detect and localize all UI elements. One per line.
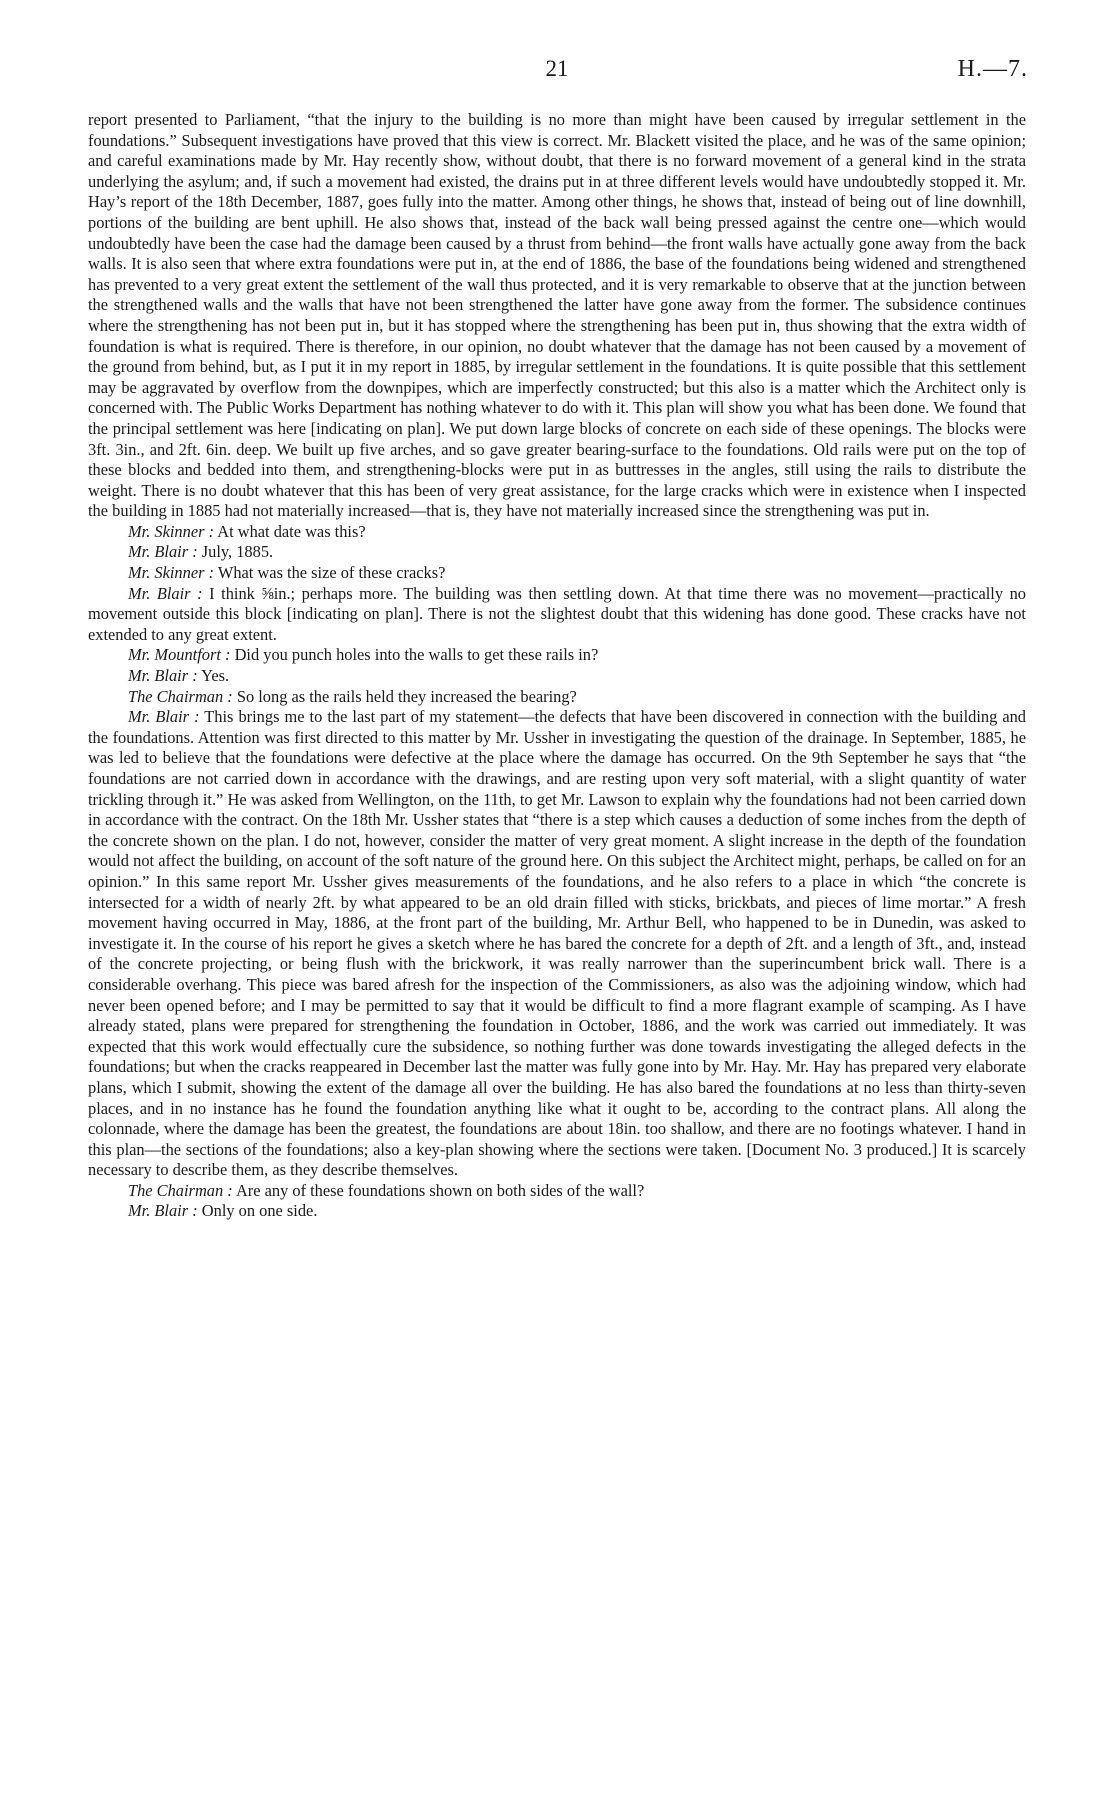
dialogue-line (88, 1201, 1026, 1222)
speaker-name: Mr. Mountfort : (128, 645, 231, 665)
dialogue-text: At what date was this? (217, 521, 366, 541)
page-number: 21 (545, 56, 569, 81)
dialogue-text: What was the size of these cracks? (217, 563, 446, 583)
speaker-name: Mr. Blair : (128, 666, 198, 686)
dialogue-text: I think ⅝in.; perhaps more. The building was then settling down. At that time there was no movement—practically no movement outside this block [indicating on plan]. There is not the slightest doubt that this widening has done good. These cracks have not extended to any great extent. (88, 583, 1026, 644)
dialogue-line (88, 522, 1026, 543)
dialogue-line (88, 707, 1026, 1181)
speaker-name: Mr. Blair : (128, 1201, 198, 1221)
body-text (88, 110, 1026, 1222)
dialogue-text: Only on one side. (201, 1201, 318, 1221)
dialogue-line (88, 1181, 1026, 1202)
dialogue-line (88, 542, 1026, 563)
speaker-name: The Chairman : (128, 1180, 233, 1200)
speaker-name: Mr. Blair : (128, 542, 198, 562)
dialogue-line (88, 687, 1026, 708)
dialogue-text: This brings me to the last part of my statement—the defects that have been discovered in connection with the building and the foundations. Attention was first directed to this matter by Mr. Ussher in investigating the question of the drainage. In September, 1885, he was led to believe that the foundations were defective at the place where the damage has occurred. On the 9th September he says that “the foundations are not carried down in accordance with the drawings, and are resting upon very soft material, with a slight quantity of water trickling through it.” He was asked from Wellington, on the 11th, to get Mr. Lawson to explain why the foundations had not been carried down in accordance with the contract. On the 18th Mr. Ussher states that “there is a step which causes a deduction of some inches from the depth of the concrete shown on the plan. I do not, however, consider the matter of very great moment. A slight increase in the depth of the foundation would not affect the building, on account of the soft nature of the ground here. On this subject the Architect might, perhaps, be called on for an opinion.” In this same report Mr. Ussher gives measurements of the foundations, and he also refers to a place in which “the concrete is intersected for a width of nearly 2ft. by what appeared to be an old drain filled with sticks, brickbats, and pieces of lime mortar.” A fresh movement having occurred in May, 1886, at the front part of the building, Mr. Arthur Bell, who happened to be in Dunedin, was asked to investigate it. In the course of his report he gives a sketch where he has bared the concrete for a depth of 2ft. and a length of 3ft., and, instead of the concrete projecting, or being flush with the brickwork, it was really narrower than the superincumbent brick wall. There is a considerable overhang. This piece was bared afresh for the inspection of the Commissioners, as also was the adjoining window, which had never been opened before; and I may be permitted to say that it would be difficult to find a more flagrant example of scamping. As I have already stated, plans were prepared for strengthening the foundation in October, 1886, and the work was carried out immediately. It was expected that this work would effectually cure the subsidence, so nothing further was done towards investigating the alleged defects in the foundations; but when the cracks reappeared in December last the matter was fully gone into by Mr. Hay. Mr. Hay has prepared very elaborate plans, which I submit, showing the extent of the damage all over the building. He has also bared the foundations at no less than thirty-seven places, and in no instance has he found the foundation anything like what it ought to be, according to the contract plans. All along the colonnade, where the damage has been the greatest, the foundations are about 18in. too shallow, and there are no footings whatever. I hand in this plan—the sections of the foundations; also a key-plan showing where the sections were taken. [Document No. 3 produced.] It is scarcely necessary to describe them, as they describe themselves. (88, 707, 1026, 1180)
dialogue-text: July, 1885. (201, 542, 274, 562)
speaker-name: Mr. Skinner : (128, 563, 215, 583)
speaker-name: Mr. Blair : (128, 707, 200, 727)
paragraph-text: report presented to Parliament, “that the injury to the building is no more than might have been caused by irregular settlement in the foundations.” Subsequent investigations have proved that this view is correct. Mr. Blackett visited the place, and he was of the same opinion; and careful examinations made by Mr. Hay recently show, without doubt, that there is no forward movement of a general kind in the strata underlying the asylum; and, if such a movement had existed, the drains put in at three different levels would have undoubtedly stopped it. Mr. Hay’s report of the 18th December, 1887, goes fully into the matter. Among other things, he shows that, instead of being out of line downhill, portions of the building are bent uphill. He also shows that, instead of the back wall being pressed against the centre one—which would undoubtedly have been the case had the damage been caused by a thrust from behind—the front walls have actually gone away from the back walls. It is also seen that where extra foundations were put in, at the end of 1886, the base of the foundations being widened and strengthened has prevented to a very great extent the settlement of the wall thus protected, and it is very remarkable to observe that at the junction between the strengthened walls and the walls that have not been strengthened the latter have gone away from the former. The subsidence continues where the strengthening has not been put in, but it has stopped where the strengthening has been put in, thus showing that the extra width of foundation is what is required. There is therefore, in our opinion, no doubt whatever that the damage has not been caused by a movement of the ground from behind, but, as I put it in my report in 1885, by irregular settlement in the foundations. It is quite possible that this settlement may be aggravated by overflow from the downpipes, which are imperfectly constructed; but this also is a matter which the Architect only is concerned with. The Public Works Department has nothing whatever to do with it. This plan will show you what has been done. We found that the principal settlement was here [indicating on plan]. We put down large blocks of concrete on each side of these openings. The blocks were 3ft. 3in., and 2ft. 6in. deep. We built up five arches, and so gave greater bearing-surface to the foundations. Old rails were put on the top of these blocks and bedded into them, and strengthening-blocks were put in as buttresses in the angles, still using the rails to distribute the weight. There is no doubt whatever that this has been of very great assistance, for the large cracks which were in existence when I inspected the building in 1885 had not materially increased—that is, they have not materially increased since the strengthening was put in. (88, 110, 1026, 521)
dialogue-line (88, 584, 1026, 646)
dialogue-text: Yes. (201, 666, 230, 686)
dialogue-line (88, 666, 1026, 687)
dialogue-text: Did you punch holes into the walls to get these rails in? (234, 645, 599, 665)
speaker-name: The Chairman : (128, 686, 233, 706)
speaker-name: Mr. Skinner : (128, 521, 215, 541)
dialogue-line (88, 563, 1026, 584)
paragraph (88, 110, 1026, 522)
speaker-name: Mr. Blair : (128, 583, 203, 603)
document-reference: H.—7. (957, 56, 1028, 82)
dialogue-text: So long as the rails held they increased the bearing? (236, 686, 577, 706)
dialogue-text: Are any of these foundations shown on both sides of the wall? (235, 1180, 645, 1200)
dialogue-line (88, 645, 1026, 666)
